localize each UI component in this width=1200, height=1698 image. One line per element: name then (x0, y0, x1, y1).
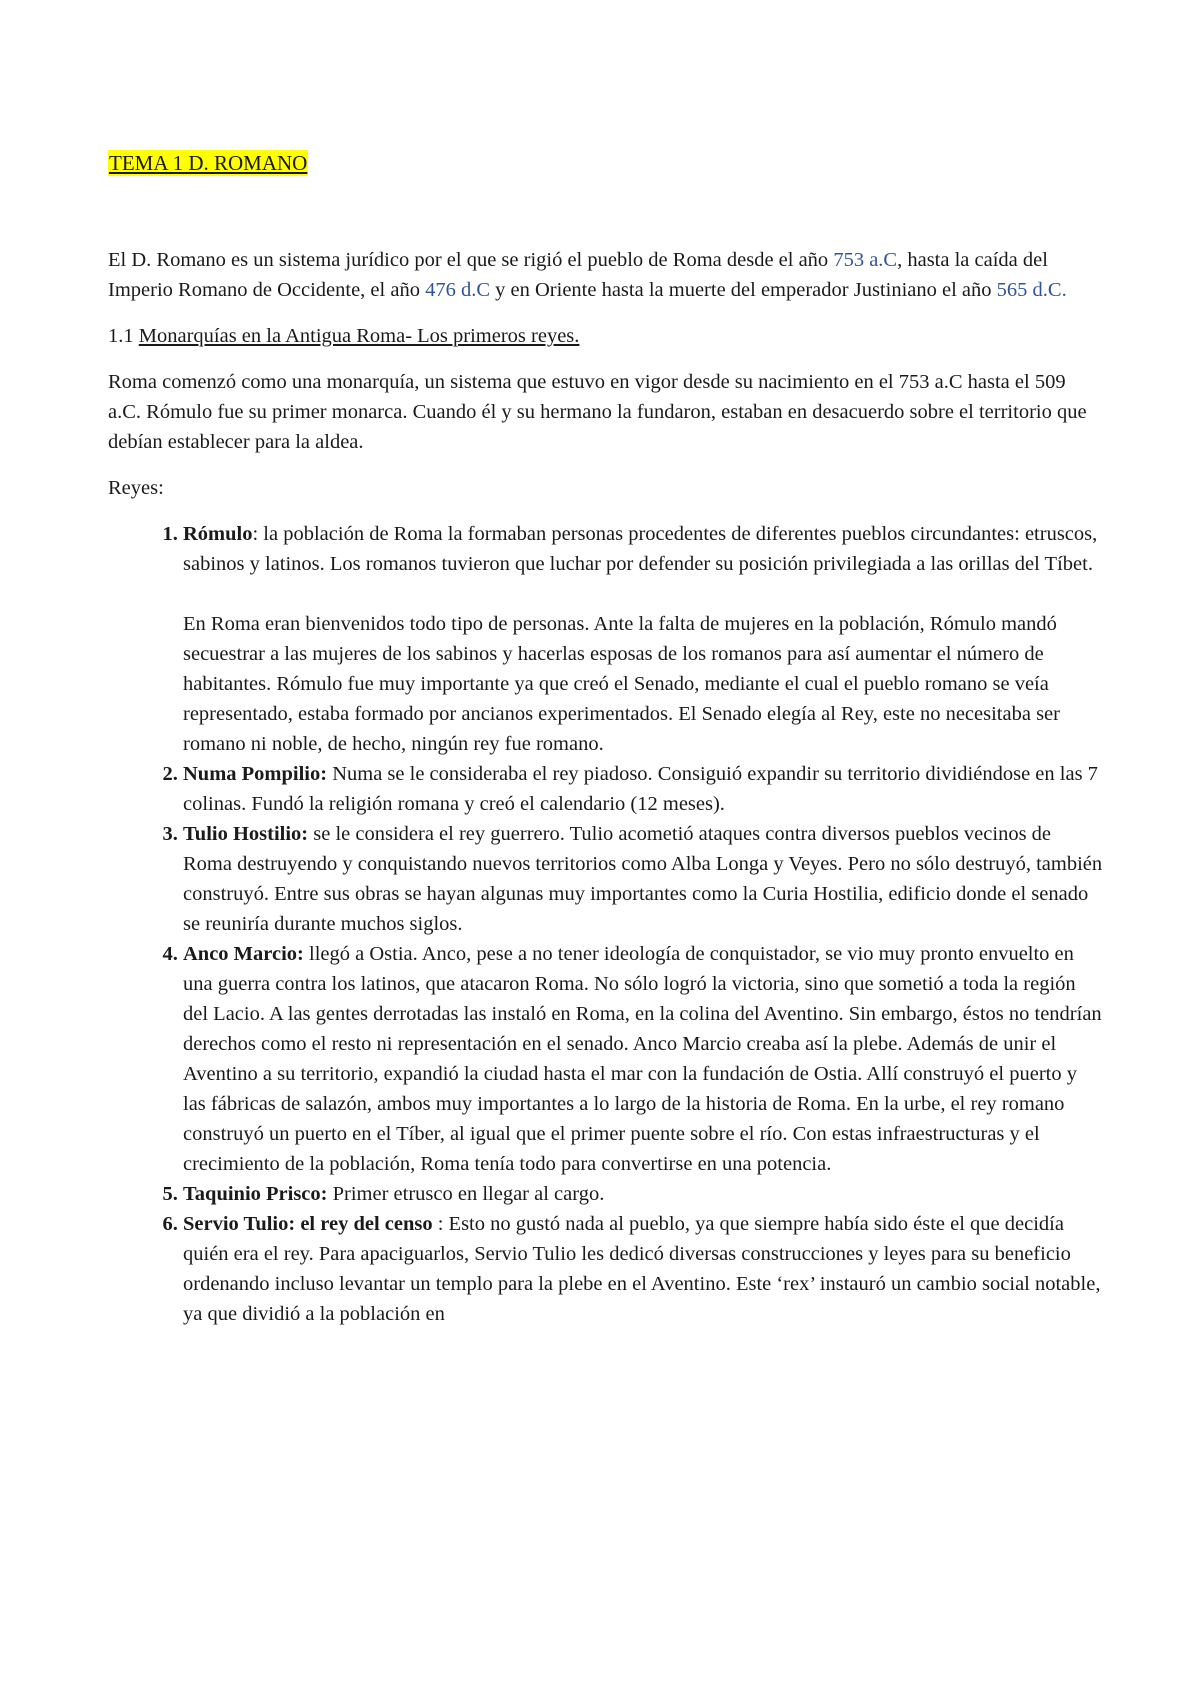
intro-paragraph (108, 245, 1103, 305)
intro-text-3: y en Oriente hasta la muerte del emperador Justiniano el año (490, 279, 997, 301)
reyes-label: Reyes: (108, 477, 164, 499)
intro-text-1: El D. Romano es un sistema jurídico por el que se rigió el pueblo de Roma desde el año (108, 249, 834, 271)
list-item (183, 939, 1103, 1179)
king-text: : la población de Roma la formaban personas procedentes de diferentes pueblos circundantes: etruscos, sabinos y latinos. Los romanos tuvieron que luchar por defender su posición privilegiada a las orillas del Tíbet. (183, 523, 1098, 575)
document-body (108, 245, 1103, 1329)
section-heading (108, 321, 1103, 351)
king-text: se le considera el rey guerrero. Tulio acometió ataques contra diversos pueblos vecinos de Roma destruyendo y conquistando nuevos territorios como Alba Longa y Veyes. Pero no sólo destruyó, también construyó. Entre sus obras se hayan algunas muy importantes como la Curia Hostilia, edificio donde el senado se reuniría durante muchos siglos. (183, 823, 1103, 935)
intro-text-2: , hasta la caída del Imperio Romano de Occidente, el año (108, 249, 1048, 301)
king-name: Rómulo (183, 523, 253, 545)
spacer (183, 579, 1103, 609)
king-text: Numa se le consideraba el rey piadoso. Consiguió expandir su territorio dividiéndose en las 7 colinas. Fundó la religión romana y creó el calendario (12 meses). (183, 763, 1098, 815)
king-name: Numa Pompilio: (183, 763, 328, 785)
list-item (183, 819, 1103, 939)
king-name: Taquinio Prisco: (183, 1183, 328, 1205)
date-753: 753 a.C (833, 249, 898, 271)
kings-list (108, 519, 1103, 1329)
list-item (183, 1209, 1103, 1329)
king-text: : Esto no gustó nada al pueblo, ya que siempre había sido éste el que decidía quién era el rey. Para apaciguarlos, Servio Tulio les dedicó diversas construcciones y leyes para su beneficio ordenando incluso levantar un templo para la plebe en el Aventino. Este ‘rex’ instauró un cambio social notable, ya que dividió a la población en (183, 1213, 1101, 1325)
document-title: TEMA 1 D. ROMANO (109, 151, 308, 175)
section-title: Monarquías en la Antigua Roma- Los primeros reyes. (138, 325, 580, 347)
king-name: Tulio Hostilio: (183, 823, 309, 845)
king-name: Servio Tulio: el rey del censo (183, 1213, 433, 1235)
king-name: Anco Marcio: (183, 943, 304, 965)
king-text: llegó a Ostia. Anco, pese a no tener ideología de conquistador, se vio muy pronto envuelto en una guerra contra los latinos, que atacaron Roma. No sólo logró la victoria, sino que sometió a toda la región del Lacio. A las gentes derrotadas las instaló en Roma, en la colina del Aventino. Sin embargo, éstos no tendrían derechos como el resto ni representación en el senado. Anco Marcio creaba así la plebe. Además de unir el Aventino a su territorio, expandió la ciudad hasta el mar con la fundación de Ostia. Allí construyó el puerto y las fábricas de salazón, ambos muy importantes a lo largo de la historia de Roma. En la urbe, el rey romano construyó un puerto en el Tíber, al igual que el primer puente sobre el río. Con estas infraestructuras y el crecimiento de la población, Roma tenía todo para convertirse en una potencia. (183, 943, 1102, 1175)
date-565: 565 d.C. (996, 279, 1067, 301)
king-text: Primer etrusco en llegar al cargo. (327, 1183, 605, 1205)
king-extra-text: En Roma eran bienvenidos todo tipo de personas. Ante la falta de mujeres en la población, Rómulo mandó secuestrar a las mujeres de los sabinos y hacerlas esposas de los romanos para así aumentar el número de habitantes. Rómulo fue muy importante ya que creó el Senado, mediante el cual el pueblo romano se veía representado, estaba formado por ancianos experimentados. El Senado elegía al Rey, este no necesitaba ser romano ni noble, de hecho, ningún rey fue romano. (183, 613, 1060, 755)
list-item (183, 519, 1103, 759)
list-item (183, 759, 1103, 819)
date-476: 476 d.C (425, 279, 491, 301)
section-number: 1.1 (108, 325, 139, 347)
monarchy-paragraph: Roma comenzó como una monarquía, un sistema que estuvo en vigor desde su nacimiento en el 753 a.C hasta el 509 a.C. Rómulo fue su primer monarca. Cuando él y su hermano la fundaron, estaban en desacuerdo sobre el territorio que debían establecer para la aldea. (108, 371, 1087, 453)
list-item (183, 1179, 1103, 1209)
